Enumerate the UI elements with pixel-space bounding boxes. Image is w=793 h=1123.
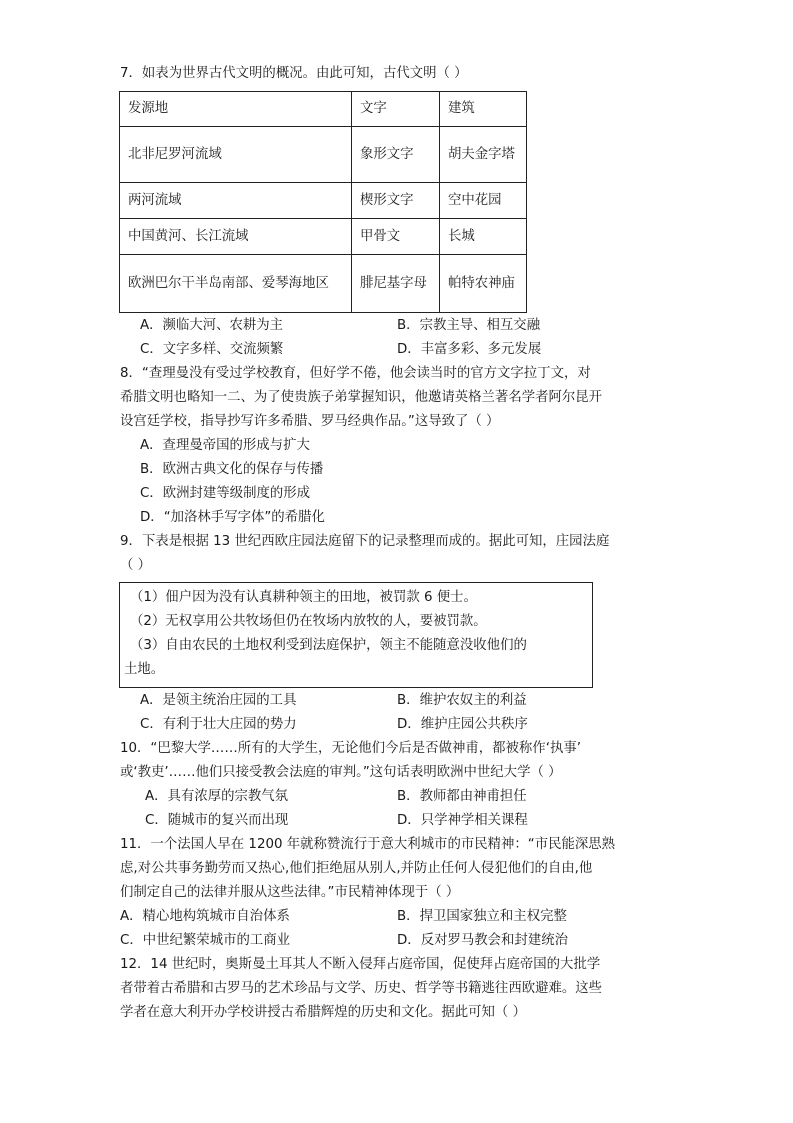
table-cell: 欧洲巴尔干半岛南部、爱琴海地区	[120, 255, 352, 313]
civilization-table	[119, 91, 527, 313]
q9-option-b[interactable]: B．维护农奴主的利益	[397, 693, 527, 708]
table-header-cell: 建筑	[440, 92, 527, 127]
q8-stem-line: 8．“查理曼没有受过学校教育，但好学不倦，他会读当时的官方文字拉丁文，对	[120, 366, 591, 381]
q8-option-d[interactable]: D．“加洛林手写字体”的希腊化	[140, 510, 325, 525]
court-record-line: （2）无权享用公共牧场但仍在牧场内放牧的人，要被罚款。	[130, 614, 487, 629]
court-record-line: 土地。	[124, 662, 165, 677]
q10-stem-line: 10．“巴黎大学……所有的大学生，无论他们今后是否做神甫，都被称作‘执事’	[120, 741, 581, 756]
table-header-cell: 发源地	[120, 92, 352, 127]
court-record-line: （1）佃户因为没有认真耕种领主的田地，被罚款 6 便士。	[130, 590, 477, 605]
q12-stem-line: 者带着古希腊和古罗马的艺术珍品与文学、历史、哲学等书籍逃往西欧避难。这些	[120, 981, 603, 996]
table-cell: 甲骨文	[352, 219, 440, 255]
table-cell: 腓尼基字母	[352, 255, 440, 313]
table-cell: 两河流域	[120, 183, 352, 219]
q11-option-a[interactable]: A．精心地构筑城市自治体系	[120, 909, 290, 924]
court-record-box	[119, 582, 593, 688]
q9-option-c[interactable]: C．有利于壮大庄园的势力	[140, 717, 297, 732]
q9-option-a[interactable]: A．是领主统治庄园的工具	[140, 693, 297, 708]
q7-option-a[interactable]: A．濒临大河、农耕为主	[140, 318, 284, 333]
table-cell: 胡夫金字塔	[440, 127, 527, 183]
table-row	[120, 219, 527, 255]
table-row	[120, 183, 527, 219]
q8-option-a[interactable]: A．查理曼帝国的形成与扩大	[140, 438, 310, 453]
table-cell: 帕特农神庙	[440, 255, 527, 313]
q11-option-d[interactable]: D．反对罗马教会和封建统治	[397, 933, 568, 948]
q7-option-d[interactable]: D．丰富多彩、多元发展	[397, 342, 542, 357]
table-cell: 长城	[440, 219, 527, 255]
court-record-line: （3）自由农民的土地权利受到法庭保护，领主不能随意没收他们的	[130, 638, 527, 653]
q11-stem-line: 11．一个法国人早在 1200 年就称赞流行于意大利城市的市民精神：“市民能深思熟	[120, 837, 616, 852]
q7-option-c[interactable]: C．文字多样、交流频繁	[140, 342, 284, 357]
table-cell: 中国黄河、长江流域	[120, 219, 352, 255]
q9-stem-line: 9．下表是根据 13 世纪西欧庄园法庭留下的记录整理而成的。据此可知，庄园法庭	[120, 534, 610, 549]
table-cell: 北非尼罗河流域	[120, 127, 352, 183]
q12-stem-line: 12．14 世纪时，奥斯曼土耳其人不断入侵拜占庭帝国，促使拜占庭帝国的大批学	[120, 957, 601, 972]
q11-stem-line: 们制定自己的法律并服从这些法律。”市民精神体现于（ ）	[120, 885, 460, 900]
table-header-row	[120, 92, 527, 127]
q7-stem: 7．如表为世界古代文明的概况。由此可知，古代文明（ ）	[120, 66, 468, 81]
table-cell: 楔形文字	[352, 183, 440, 219]
table-header-cell: 文字	[352, 92, 440, 127]
q10-stem-line: 或‘教吏’……他们只接受教会法庭的审判。”这句话表明欧洲中世纪大学（ ）	[120, 765, 562, 780]
q8-stem-line: 希腊文明也略知一二、为了使贵族子弟掌握知识，他邀请英格兰著名学者阿尔昆开	[120, 390, 603, 405]
q10-option-a[interactable]: A．具有浓厚的宗教气氛	[145, 789, 289, 804]
q10-option-c[interactable]: C．随城市的复兴而出现	[145, 813, 289, 828]
q12-stem-line: 学者在意大利开办学校讲授古希腊辉煌的历史和文化。据此可知（ ）	[120, 1005, 526, 1020]
q8-option-b[interactable]: B．欧洲古典文化的保存与传播	[140, 462, 324, 477]
table-row	[120, 127, 527, 183]
table-cell: 象形文字	[352, 127, 440, 183]
q8-option-c[interactable]: C．欧洲封建等级制度的形成	[140, 486, 311, 501]
q8-stem-line: 设宫廷学校，指导抄写许多希腊、罗马经典作品。”这导致了（ ）	[120, 414, 500, 429]
q9-option-d[interactable]: D．维护庄园公共秩序	[397, 717, 528, 732]
q11-option-c[interactable]: C．中世纪繁荣城市的工商业	[120, 933, 291, 948]
q11-option-b[interactable]: B．捍卫国家独立和主权完整	[397, 909, 567, 924]
table-row	[120, 255, 527, 313]
table-cell: 空中花园	[440, 183, 527, 219]
q9-stem-line: （ ）	[120, 558, 152, 573]
q7-option-b[interactable]: B．宗教主导、相互交融	[397, 318, 541, 333]
q10-option-d[interactable]: D．只学神学相关课程	[397, 813, 528, 828]
q11-stem-line: 虑,对公共事务勤劳而又热心,他们拒绝屈从别人,并防止任何人侵犯他们的自由,他	[120, 861, 593, 876]
q10-option-b[interactable]: B．教师都由神甫担任	[397, 789, 527, 804]
